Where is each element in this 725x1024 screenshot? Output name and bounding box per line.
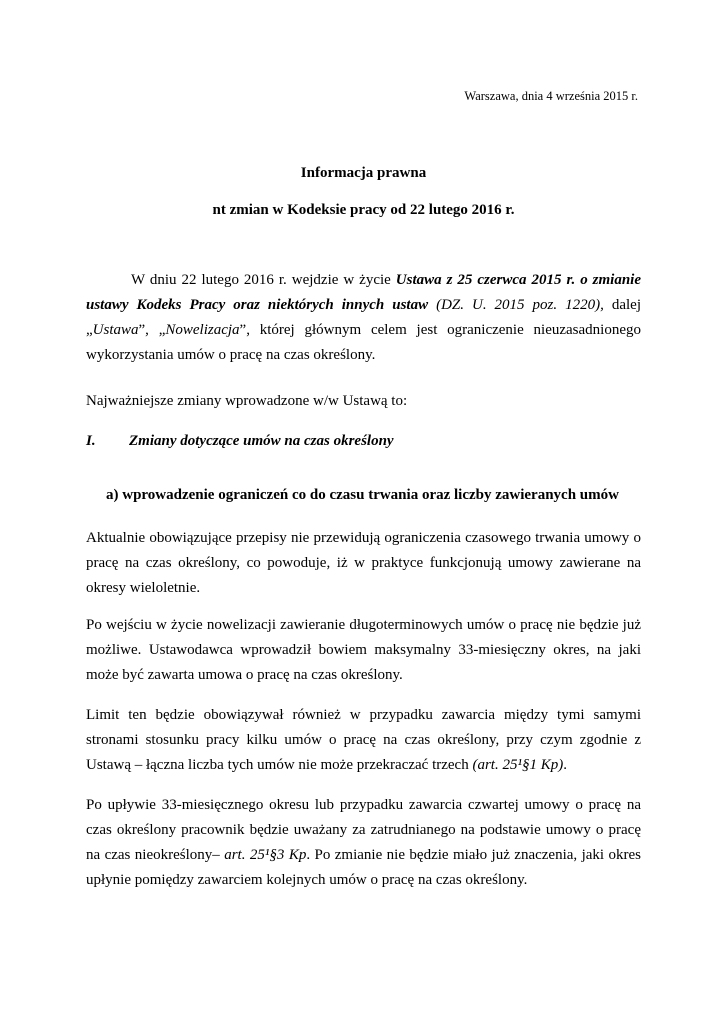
intro-text-3: dalej „ <box>86 297 641 338</box>
lead-sentence: Najważniejsze zmiany wprowadzone w/w Ustawą to: <box>86 393 408 409</box>
section-number: I. <box>86 433 96 449</box>
intro-text-1: W dniu 22 lutego 2016 r. wejdzie w życie <box>131 272 396 288</box>
subsection-heading: a) wprowadzenie ograniczeń co do czasu trwania oraz liczby zawieranych umów <box>106 487 619 503</box>
intro-text-4: ”, „ <box>138 322 166 338</box>
intro-text-5: ”, której głównym celem jest ograniczenie nieuzasadnionego wykorzystania umów o pracę na czas określony. <box>86 322 642 363</box>
paragraph-3-citation: (art. 25¹§1 Kp) <box>472 757 564 773</box>
intro-term-ustawa: Ustawa <box>92 322 139 338</box>
paragraph-4-text: Po upływie 33-miesięcznego okresu lub przypadku zawarcia czwartej umowy o pracę na czas określony pracownik będzie uważany za zatrudnianego na podstawie umowy o pracę na czas nieokreślony– <box>86 797 641 863</box>
paragraph-4-end: . Po zmianie nie będzie miało już znaczenia, jaki okres upłynie pomiędzy zawarciem kolejnych umów o pracę na czas określony. <box>86 847 641 888</box>
paragraph-2: Po wejściu w życie nowelizacji zawieranie długoterminowych umów o pracę nie będzie już możliwe. Ustawodawca wprowadził bowiem maksymalny 33-miesięczny okres, na jaki może być zawarta umowa o pracę na czas określony. <box>86 617 641 683</box>
paragraph-4-citation: art. 25¹§3 Kp <box>224 847 307 863</box>
paragraph-3-text: Limit ten będzie obowiązywał również w przypadku zawarcia między tymi samymi stronami stosunku pracy kilku umów o pracę na czas określony, przy czym zgodnie z Ustawą – łączna liczba tych umów nie może przekraczać trzech <box>86 707 641 773</box>
intro-term-nowelizacja: Nowelizacja <box>165 322 240 338</box>
paragraph-1: Aktualnie obowiązujące przepisy nie przewidują ograniczenia czasowego trwania umowy o pracę na czas określony, co powoduje, iż w praktyce funkcjonują umowy zawierane na okresy wieloletnie. <box>86 530 641 596</box>
intro-paragraph <box>86 268 641 368</box>
intro-act-title: Ustawa z 25 czerwca 2015 r. o zmianie ustawy Kodeks Pracy oraz niektórych innych ustaw <box>86 272 642 313</box>
dateline: Warszawa, dnia 4 września 2015 r. <box>464 89 638 103</box>
paragraph-3-end: . <box>563 757 567 773</box>
document-subtitle: nt zmian w Kodeksie pracy od 22 lutego 2016 r. <box>212 202 515 218</box>
paragraph-4 <box>86 793 641 893</box>
document-title: Informacja prawna <box>300 165 427 181</box>
section-title: Zmiany dotyczące umów na czas określony <box>129 433 394 449</box>
paragraph-3 <box>86 703 641 778</box>
intro-text-2 <box>428 297 436 313</box>
intro-citation: (DZ. U. 2015 poz. 1220), <box>436 297 604 313</box>
